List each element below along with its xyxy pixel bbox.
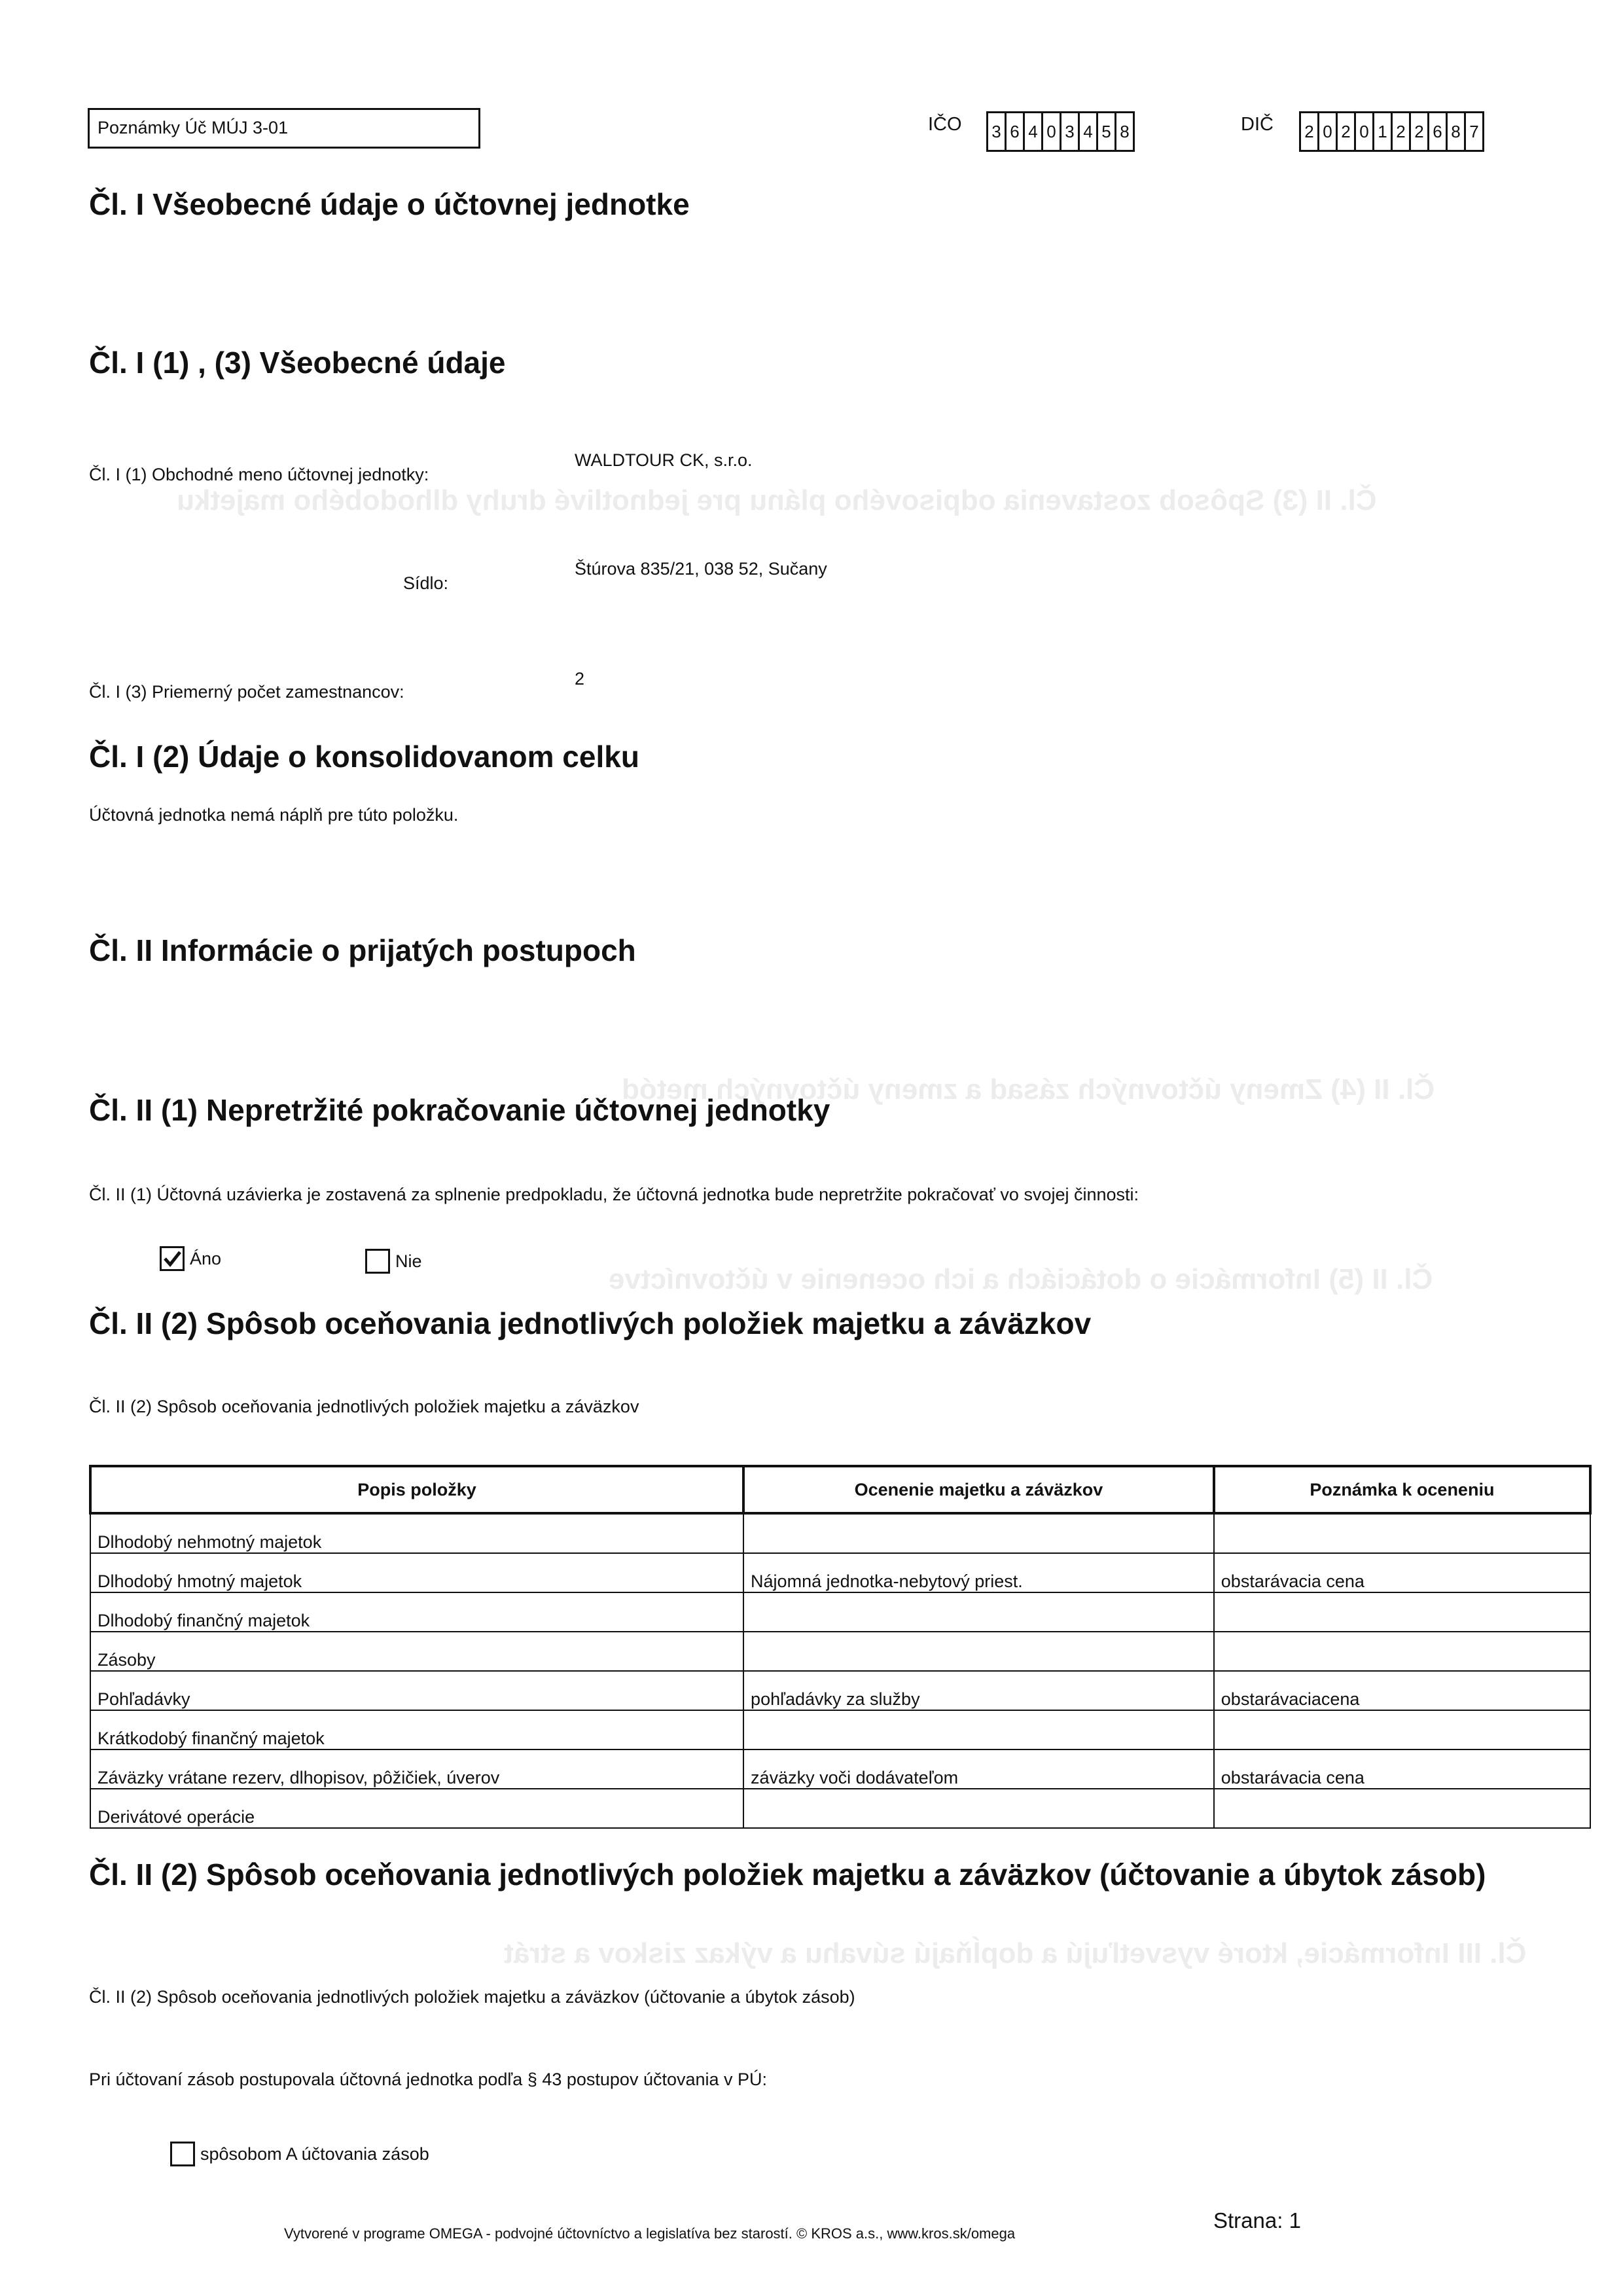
section-text: Čl. II (1) Účtovná uzávierka je zostavená za splnenie predpokladu, že účtovná jednotka bude nepretržite pokračovať vo svojej činnosti: bbox=[89, 1185, 1139, 1204]
table-row bbox=[90, 1632, 1590, 1671]
table-cell: obstarávacia cena bbox=[1214, 1553, 1590, 1592]
section-title: Čl. II Informácie o prijatých postupoch bbox=[89, 933, 636, 967]
table-header-row bbox=[90, 1466, 1590, 1513]
table-cell: obstarávacia cena bbox=[1214, 1749, 1590, 1789]
table-header: Popis položky bbox=[90, 1466, 743, 1513]
no-label: Nie bbox=[395, 1251, 422, 1271]
ico-digit: 8 bbox=[1115, 111, 1135, 152]
section-title: Čl. II (1) Nepretržité pokračovanie účtovnej jednotky bbox=[89, 1093, 830, 1127]
dic-digit: 0 bbox=[1354, 111, 1374, 152]
table-cell bbox=[1214, 1710, 1590, 1749]
show-through-text: Čl. II (4) Zmeny účtovných zásad a zmeny účtovných metód bbox=[622, 1073, 1435, 1105]
section-title: Čl. I (2) Údaje o konsolidovanom celku bbox=[89, 740, 639, 774]
form-label-box bbox=[88, 108, 480, 149]
ico-digits bbox=[988, 111, 1135, 152]
table-cell: Záväzky vrátane rezerv, dlhopisov, pôžičiek, úverov bbox=[90, 1749, 743, 1789]
section-text: Čl. II (2) Spôsob oceňovania jednotlivých položiek majetku a záväzkov (účtovanie a úbytok zásob) bbox=[89, 1987, 855, 2007]
ico-digit: 4 bbox=[1078, 111, 1098, 152]
table-cell bbox=[743, 1513, 1214, 1553]
table-header: Ocenenie majetku a záväzkov bbox=[743, 1466, 1214, 1513]
table-cell: Derivátové operácie bbox=[90, 1789, 743, 1828]
no-checkbox[interactable] bbox=[365, 1249, 390, 1274]
table-cell bbox=[1214, 1789, 1590, 1828]
inventory-text: Pri účtovaní zásob postupovala účtovná jednotka podľa § 43 postupov účtovania v PÚ: bbox=[89, 2070, 768, 2089]
dic-digit: 2 bbox=[1391, 111, 1411, 152]
table-cell: Dlhodobý nehmotný majetok bbox=[90, 1513, 743, 1553]
table-row bbox=[90, 1749, 1590, 1789]
ico-digit: 0 bbox=[1041, 111, 1061, 152]
seat-value: Štúrova 835/21, 038 52, Sučany bbox=[575, 559, 827, 579]
table-cell bbox=[743, 1710, 1214, 1749]
check-icon bbox=[162, 1249, 182, 1268]
form-label: Poznámky Úč MÚJ 3-01 bbox=[98, 118, 289, 137]
ico-label: IČO bbox=[928, 114, 962, 135]
dic-digit: 7 bbox=[1464, 111, 1484, 152]
dic-digit: 6 bbox=[1427, 111, 1448, 152]
table-cell bbox=[743, 1789, 1214, 1828]
show-through-text: Čl. II (3) Spôsob zostavenia odpisového plánu pre jednotlivé druhy dlhodobého majetku bbox=[177, 484, 1377, 516]
yes-checkbox[interactable] bbox=[160, 1246, 185, 1271]
dic-digits bbox=[1301, 111, 1484, 152]
footer-created: Vytvorené v programe OMEGA - podvojné účtovníctvo a legislatíva bez starostí. © KROS a.s., www.kros.sk/omega bbox=[284, 2225, 1016, 2242]
table-row bbox=[90, 1789, 1590, 1828]
dic-digit: 2 bbox=[1336, 111, 1356, 152]
section-title: Čl. II (2) Spôsob oceňovania jednotlivých položiek majetku a záväzkov (účtovanie a úbytok zásob) bbox=[89, 1857, 1486, 1892]
ico-digit: 3 bbox=[1060, 111, 1080, 152]
ico-digit: 6 bbox=[1005, 111, 1025, 152]
ico-digit: 4 bbox=[1023, 111, 1043, 152]
table-cell: pohľadávky za služby bbox=[743, 1671, 1214, 1710]
section-title: Čl. II (2) Spôsob oceňovania jednotlivých položiek majetku a záväzkov bbox=[89, 1306, 1092, 1340]
dic-digit: 2 bbox=[1299, 111, 1319, 152]
employees-value: 2 bbox=[575, 669, 585, 689]
table-header: Poznámka k oceneniu bbox=[1214, 1466, 1590, 1513]
section-text: Účtovná jednotka nemá náplň pre túto položku. bbox=[89, 805, 459, 825]
dic-digit: 2 bbox=[1409, 111, 1429, 152]
show-through-text: Čl. III Informácie, ktoré vysvetľujú a dopĺňajú súvahu a výkaz ziskov a strát bbox=[504, 1937, 1527, 1969]
table-cell bbox=[1214, 1632, 1590, 1671]
seat-label: Sídlo: bbox=[403, 573, 449, 593]
valuation-table bbox=[89, 1465, 1592, 1829]
table-cell: Dlhodobý finančný majetok bbox=[90, 1592, 743, 1632]
table-cell bbox=[743, 1632, 1214, 1671]
table-cell: Zásoby bbox=[90, 1632, 743, 1671]
table-row bbox=[90, 1553, 1590, 1592]
table-row bbox=[90, 1592, 1590, 1632]
table-cell: Krátkodobý finančný majetok bbox=[90, 1710, 743, 1749]
dic-digit: 8 bbox=[1446, 111, 1466, 152]
dic-label: DIČ bbox=[1241, 114, 1274, 135]
table-cell: Nájomná jednotka-nebytový priest. bbox=[743, 1553, 1214, 1592]
show-through-text: Čl. II (5) Informácie o dotáciách a ich ocenenie v účtovníctve bbox=[609, 1263, 1433, 1295]
table-cell bbox=[743, 1592, 1214, 1632]
table-row bbox=[90, 1710, 1590, 1749]
table-cell: obstarávaciacena bbox=[1214, 1671, 1590, 1710]
dic-digit: 1 bbox=[1372, 111, 1393, 152]
company-name-label: Čl. I (1) Obchodné meno účtovnej jednotky: bbox=[89, 465, 429, 484]
table-cell bbox=[1214, 1513, 1590, 1553]
table-cell: záväzky voči dodávateľom bbox=[743, 1749, 1214, 1789]
section-title: Čl. I Všeobecné údaje o účtovnej jednotke bbox=[89, 187, 690, 221]
table-row bbox=[90, 1671, 1590, 1710]
employees-label: Čl. I (3) Priemerný počet zamestnancov: bbox=[89, 682, 404, 702]
table-cell: Dlhodobý hmotný majetok bbox=[90, 1553, 743, 1592]
table-cell bbox=[1214, 1592, 1590, 1632]
dic-digit: 0 bbox=[1317, 111, 1338, 152]
page-number: Strana: 1 bbox=[1213, 2208, 1301, 2233]
method-a-checkbox[interactable] bbox=[170, 2142, 195, 2166]
table-row bbox=[90, 1513, 1590, 1553]
table-cell: Pohľadávky bbox=[90, 1671, 743, 1710]
method-a-label: spôsobom A účtovania zásob bbox=[200, 2144, 429, 2164]
ico-digit: 5 bbox=[1096, 111, 1116, 152]
section-title: Čl. I (1) , (3) Všeobecné údaje bbox=[89, 346, 506, 380]
ico-digit: 3 bbox=[986, 111, 1007, 152]
company-name-value: WALDTOUR CK, s.r.o. bbox=[575, 450, 753, 470]
yes-label: Áno bbox=[190, 1249, 222, 1268]
section-text: Čl. II (2) Spôsob oceňovania jednotlivých položiek majetku a záväzkov bbox=[89, 1397, 639, 1416]
